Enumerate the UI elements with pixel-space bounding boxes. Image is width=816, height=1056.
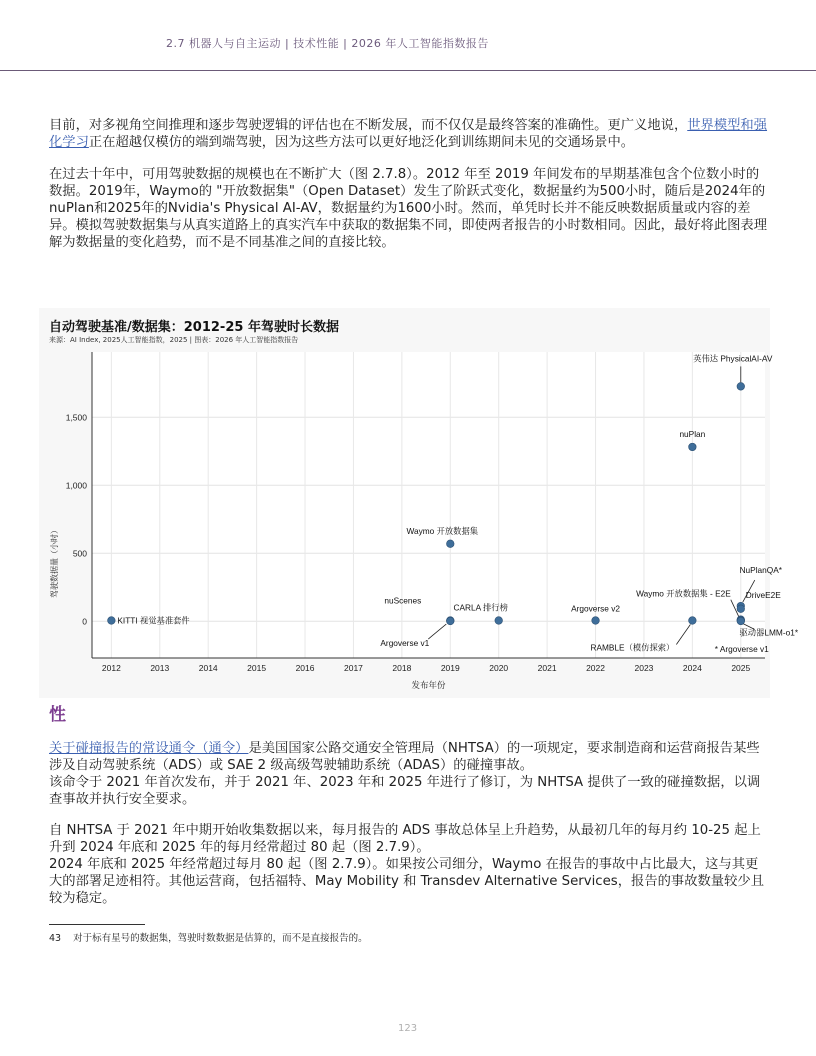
y-tick-label: 500 — [72, 548, 87, 559]
data-point-label: 驱动器LMM-o1* — [739, 627, 799, 638]
data-point — [108, 617, 116, 625]
intro-text-continued: 正在超越仅模仿的端到端驾驶，因为这些方法可以更好地泛化到训练期间未见的交通场景中。 — [88, 135, 635, 150]
safety-text: 是美国国家公路交通安全管理局（NHTSA）的一项规定，要求制造商和运营商报告某些涉及自动驾驶系统（ADS）或 SAE 2 级高级驾驶辅助系统（ADAS）的碰撞事故。 — [49, 741, 760, 773]
data-point — [446, 540, 454, 548]
footnote-number: 43 — [49, 933, 62, 944]
x-tick-label: 2014 — [198, 663, 218, 673]
data-point — [495, 617, 503, 625]
x-tick-label: 2024 — [682, 663, 702, 673]
section-heading: 性 — [49, 705, 66, 725]
data-point-label: nuPlan — [679, 428, 706, 439]
data-point-label: 英伟达 PhysicalAI-AV — [693, 353, 773, 364]
y-tick-label: 1,500 — [65, 412, 87, 423]
data-point-label: KITTI 视觉基准套件 — [117, 615, 190, 626]
chart-title: 自动驾驶基准/数据集：2012-25 年驾驶时长数据 — [49, 320, 339, 335]
data-point-label: Argoverse v1 — [380, 638, 430, 649]
footnote-text: 对于标有星号的数据集，驾驶时数数据是估算的，而不是直接报告的。 — [73, 933, 368, 944]
x-tick-label: 2025 — [731, 663, 751, 673]
x-tick-label: 2022 — [586, 663, 606, 673]
footnote — [49, 930, 368, 944]
data-point — [689, 443, 697, 451]
intro-p2-text: 在过去十年中，可用驾驶数据的规模也在不断扩大（图 2.7.8）。2012 年至 2019 年间发布的早期基准包含个位数小时的数据。2019年，Waymo的 "开放数据集"（Open Dataset）发生了阶跃式变化，数据量约为500小时，随后是2024年的nuPlan和2025年的Nvidia's Physical AI-AV，数据量约为1600小时。然而，单凭时长并不能反映数据质量或内容的差异。模拟驾驶数据集与从真实道路上的真实汽车中获取的数据集不同，即使两者报告的小时数相同。因此，最好将此图表理解为数据量的变化趋势，而不是不同基准之间的直接比较。 — [49, 167, 768, 250]
chart-source: 来源：AI Index, 2025人工智能指数，2025 | 图表：2026 年人工智能指数报告 — [49, 336, 299, 344]
x-tick-label: 2013 — [150, 663, 170, 673]
data-point-label: DriveE2E — [745, 589, 781, 600]
y-axis-title: 驾驶数据量（小时） — [50, 526, 59, 598]
header-breadcrumb: 2.7 机器人与自主运动 | 技术性能 | 2026 年人工智能指数报告 — [166, 37, 489, 50]
safety-paragraph-2 — [49, 822, 769, 907]
x-tick-label: 2016 — [295, 663, 315, 673]
x-tick-label: 2020 — [489, 663, 509, 673]
safety-text-2: 该命令于 2021 年首次发布，并于 2021 年、2023 年和 2025 年进行了修订，为 NHTSA 提供了一致的碰撞数据，以调查事故并执行安全要求。 — [49, 775, 761, 807]
data-point — [689, 617, 697, 625]
x-tick-label: 2019 — [440, 663, 460, 673]
x-tick-label: 2012 — [101, 663, 121, 673]
footnote-divider — [49, 924, 145, 925]
x-tick-label: 2023 — [634, 663, 654, 673]
data-point — [737, 605, 745, 613]
data-point-label: Waymo 开放数据集 — [406, 525, 479, 536]
safety-p2b-text: 2024 年底和 2025 年经常超过每月 80 起（图 2.7.9）。如果按公司细分，Waymo 在报告的事故中占比最大，这与其更大的部署足迹相符。其他运营商，包括福特、May Mobility 和 Transdev Alternative Services，报告的事故数量较少且较为稳定。 — [49, 857, 764, 906]
safety-p2-text: 自 NHTSA 于 2021 年中期开始收集数据以来，每月报告的 ADS 事故总体呈上升趋势，从最初几年的每月约 10-25 起上升到 2024 年底和 2025 年的每月经常超过 80 起（图 2.7.9）。 — [49, 823, 761, 855]
data-point-label: RAMBLE（模仿探索） — [590, 642, 675, 653]
safety-paragraph-1 — [49, 740, 769, 808]
data-point — [737, 383, 745, 391]
x-tick-label: 2021 — [537, 663, 557, 673]
x-axis-title: 发布年份 — [411, 681, 446, 691]
data-point-label: * Argoverse v1 — [714, 644, 769, 655]
y-tick-label: 0 — [82, 616, 87, 627]
y-tick-label: 1,000 — [65, 480, 87, 491]
data-point — [592, 617, 600, 625]
data-point-label: nuScenes — [384, 595, 422, 606]
data-point-label: Waymo 开放数据集 - E2E — [636, 588, 731, 599]
data-point — [446, 617, 454, 625]
standing-order-link[interactable]: 关于碰撞报告的常设通令（通令） — [49, 741, 249, 756]
data-point-label: Argoverse v2 — [571, 603, 620, 614]
x-tick-label: 2017 — [343, 663, 363, 673]
x-tick-label: 2018 — [392, 663, 412, 673]
page-number: 123 — [398, 1023, 418, 1034]
data-point-label: CARLA 排行榜 — [453, 602, 508, 613]
x-tick-label: 2015 — [247, 663, 267, 673]
intro-text: 目前，对多视角空间推理和逐步驾驶逻辑的评估也在不断发展，而不仅仅是最终答案的准确性。更广义地说， — [49, 118, 688, 133]
data-point — [737, 617, 745, 625]
world-model-link[interactable]: 世界模型和强化学习 — [49, 118, 768, 150]
plot-area — [92, 352, 765, 658]
data-point-label: NuPlanQA* — [739, 565, 783, 576]
